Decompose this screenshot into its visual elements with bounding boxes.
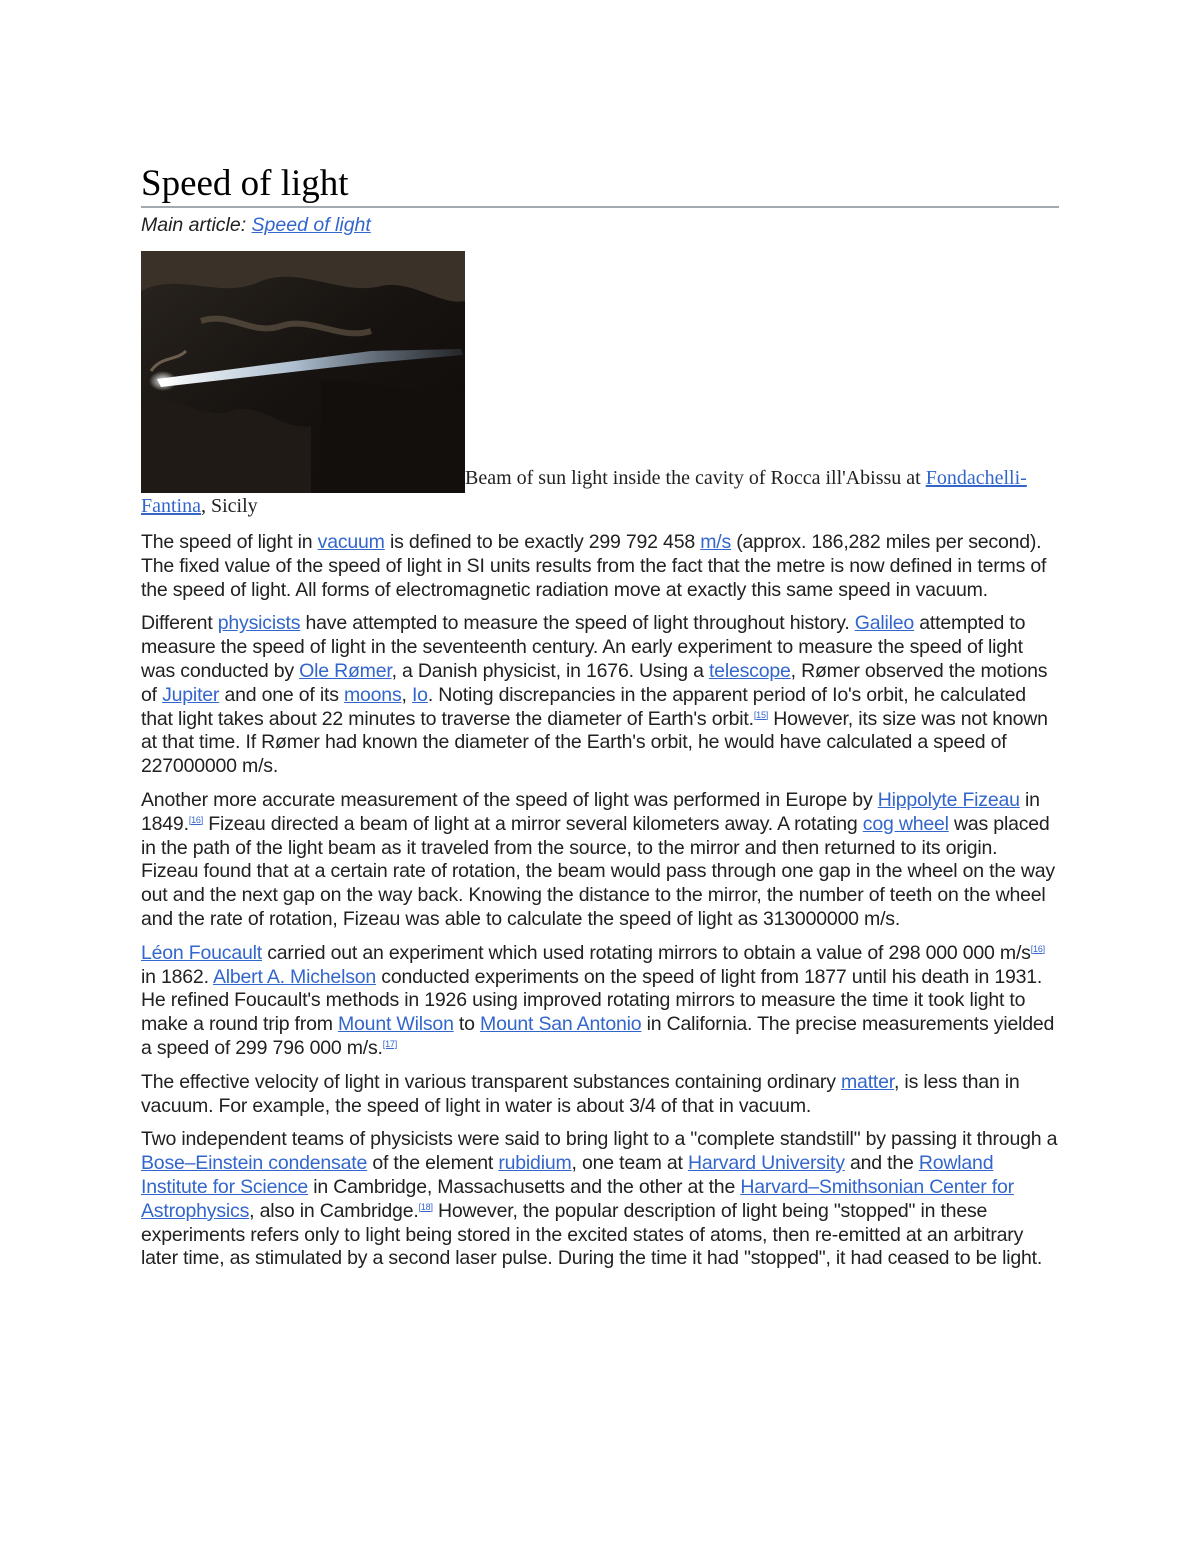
paragraph-text: have attempted to measure the speed of light throughout history. — [300, 612, 855, 635]
wiki-link[interactable]: Io — [411, 683, 428, 706]
article-body — [141, 531, 1059, 1271]
paragraph-text: conducted experiments on the speed of light from 1877 until his death in 1931. He refined Foucault's methods in 1926 using improved rotating mirrors to measure the time it took light to make a round trip from — [141, 965, 1043, 1036]
paragraph-text: in Cambridge, Massachusetts and the other at the — [308, 1175, 741, 1198]
reference-superscript — [189, 815, 203, 825]
wiki-link[interactable]: Mount Wilson — [337, 1013, 454, 1036]
paragraph-text: (approx. 186,282 miles per second). The fixed value of the speed of light in SI units results from the fact that the metre is now defined in terms of the speed of light. All forms of electromagnetic radiation move at exactly this same speed in vacuum. — [141, 531, 1047, 601]
section-heading: Speed of light — [141, 162, 1059, 208]
wiki-link[interactable]: telescope — [708, 659, 791, 682]
paragraph — [141, 789, 1059, 932]
paragraph-text: However, the popular description of light being "stopped" in these experiments refers only to light being stored in the excited states of atoms, then re-emitted at an arbitrary later time, as stimulated by a second laser pulse. During the time it had "stopped", it had ceased to be light. — [141, 1199, 1043, 1270]
paragraph-text: in California. The precise measurements yielded a speed of 299 796 000 m/s. — [141, 1013, 1055, 1059]
paragraph-text: and one of its — [219, 683, 344, 706]
wiki-link[interactable]: Mount San Antonio — [480, 1013, 642, 1036]
paragraph — [141, 612, 1059, 779]
wiki-link[interactable]: physicists — [217, 612, 301, 635]
wiki-link[interactable]: Galileo — [854, 612, 915, 635]
wiki-link[interactable]: Harvard–Smithsonian Center for Astrophysics — [141, 1175, 1014, 1222]
wiki-link[interactable]: moons — [343, 683, 402, 706]
paragraph-text: carried out an experiment which used rotating mirrors to obtain a value of 298 000 000 m/s — [262, 941, 1031, 964]
wiki-link[interactable]: rubidium — [498, 1152, 572, 1175]
paragraph-text: The effective velocity of light in various transparent substances containing ordinary — [141, 1070, 841, 1093]
figure — [141, 251, 1059, 521]
citation-link[interactable]: [16] — [1030, 943, 1045, 954]
paragraph-text: , — [401, 683, 412, 706]
paragraph-text: and the — [844, 1152, 919, 1175]
reference-superscript — [754, 710, 768, 720]
wiki-link[interactable]: Bose–Einstein condensate — [141, 1152, 368, 1175]
paragraph-text: in 1849. — [141, 788, 1040, 835]
paragraph-text: , also in Cambridge. — [249, 1199, 419, 1222]
reference-superscript — [1031, 944, 1045, 954]
paragraph-text: Fizeau directed a beam of light at a mirror several kilometers away. A rotating — [203, 812, 863, 835]
paragraph — [141, 1128, 1059, 1271]
paragraph-text: , Rømer observed the motions of — [141, 659, 1048, 706]
wiki-link[interactable]: Léon Foucault — [141, 941, 262, 964]
caption-suffix: , Sicily — [201, 495, 258, 517]
paragraph — [141, 1071, 1059, 1119]
wiki-link[interactable]: cog wheel — [862, 812, 949, 835]
paragraph-text: Different — [141, 612, 218, 635]
paragraph-text: , is less than in vacuum. For example, the speed of light in water is about 3/4 of that in vacuum. — [141, 1070, 1020, 1117]
wiki-link[interactable]: Hippolyte Fizeau — [877, 788, 1020, 811]
hatnote-prefix: Main article: — [141, 214, 252, 236]
wiki-link[interactable]: matter — [841, 1070, 894, 1093]
citation-link[interactable]: [17] — [382, 1038, 397, 1049]
paragraph-text: , a Danish physicist, in 1676. Using a — [391, 659, 709, 682]
main-article-link[interactable]: Speed of light — [251, 214, 371, 236]
paragraph — [141, 942, 1059, 1061]
reference-superscript — [419, 1202, 433, 1212]
paragraph-text: The speed of light in — [141, 531, 318, 553]
paragraph-text: of the element — [367, 1152, 499, 1175]
fondachelli-fantina-link[interactable]: Fondachelli-Fantina — [141, 467, 1027, 517]
wiki-link[interactable]: vacuum — [317, 531, 385, 553]
paragraph-text: . Noting discrepancies in the apparent period of Io's orbit, he calculated that light takes about 22 minutes to traverse the diameter of Earth's orbit. — [141, 683, 1026, 730]
wiki-link[interactable]: Jupiter — [162, 683, 220, 706]
paragraph-text: However, its size was not known at that time. If Rømer had known the diameter of the Earth's orbit, he would have calculated a speed of 227000000 m/s. — [141, 707, 1048, 778]
article-section — [141, 162, 1059, 1271]
citation-link[interactable]: [16] — [188, 814, 204, 825]
reference-superscript — [383, 1039, 397, 1049]
citation-link[interactable]: [18] — [418, 1201, 433, 1212]
wiki-link[interactable]: Albert A. Michelson — [212, 965, 377, 988]
cave-light-beam-image — [141, 251, 465, 493]
wiki-link[interactable]: m/s — [700, 531, 732, 553]
paragraph — [141, 531, 1059, 602]
citation-link[interactable]: [15] — [753, 709, 769, 720]
paragraph-text: attempted to measure the speed of light in the seventeenth century. An early experiment to measure the speed of light was conducted by — [141, 612, 1026, 682]
wiki-link[interactable]: Ole Rømer — [299, 659, 392, 682]
paragraph-text: to — [453, 1013, 481, 1036]
paragraph-text: is defined to be exactly 299 792 458 — [384, 531, 701, 553]
paragraph-text: , one team at — [571, 1152, 688, 1175]
wiki-link[interactable]: Harvard University — [687, 1152, 845, 1175]
paragraph-text: Another more accurate measurement of the speed of light was performed in Europe by — [141, 788, 878, 811]
paragraph-text: was placed in the path of the light beam as it traveled from the source, to the mirror and then returned to its origin. Fizeau found that at a certain rate of rotation, the beam would pass through one gap in the wheel on the way out and the next gap on the way back. Knowing the distance to the mirror, the number of teeth on the wheel and the rate of rotation, Fizeau was able to calculate the speed of light as 313000000 m/s. — [141, 812, 1055, 930]
paragraph-text: Two independent teams of physicists were said to bring light to a "complete standstill" by passing it through a — [141, 1128, 1058, 1151]
wiki-link[interactable]: Rowland Institute for Science — [141, 1152, 994, 1198]
paragraph-text: in 1862. — [141, 965, 213, 988]
caption-text: Beam of sun light inside the cavity of Rocca ill'Abissu at — [465, 467, 926, 489]
hatnote — [141, 213, 1059, 237]
